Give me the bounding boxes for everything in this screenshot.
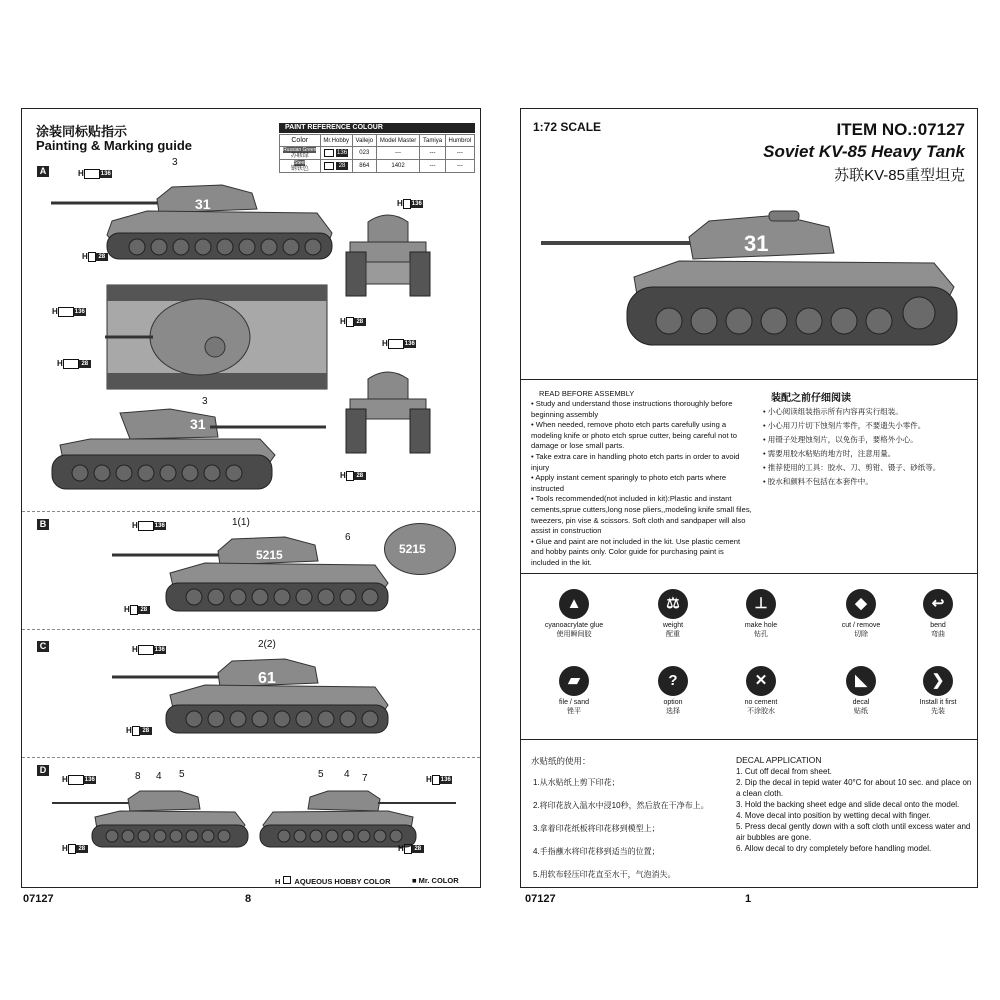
color-code: 136 [337,150,348,156]
list-item: • 推荐使用的工具：胶水、刀、剪钳、镊子、砂纸等。 [763,463,941,472]
list-item: • 小心用刀片切下蚀刻片零件，不要遗失小零件。 [763,421,926,430]
color-callout: H 136 [62,775,95,785]
decal-steps-en [736,766,972,854]
list-item: • Study and understand those instructions thoroughly before beginning assembly [531,399,733,419]
section-divider [22,757,480,758]
callout-number: 3 [202,396,208,407]
footer-item-number: 07127 [23,893,54,905]
list-item: • 需要用胶水粘贴的地方时，注意用量。 [763,449,896,458]
scale-label: 1:72 SCALE [533,120,602,134]
product-title-cn: 苏联KV-85重型坦克 [834,167,965,184]
table-row [280,160,475,173]
section-label-b: B [37,519,49,530]
list-item: 5. Press decal gently down with a soft cloth until excess water and air bubbles are gone. [736,822,971,842]
list-item: 3. Hold the backing sheet edge and slide decal onto the model. [736,800,960,809]
tank-side-view-d-right [50,785,250,851]
section-divider [521,573,977,574]
table-cell: --- [376,147,420,160]
color-name-cn: 钢铁色 [290,166,309,172]
tank-front-view [342,204,434,304]
list-item: • Tools recommended(not included in kit):Plastic and instant cements,sprue cutters,long nose pliers,,modeling knife small files, tweezers, pin vise & scissors. Soft cloth and sandpaper will also assist in construction [531,494,752,536]
tank-number-marking: 61 [258,670,276,687]
paint-legend-aqueous: H AQUEOUS HOBBY COLOR [275,877,391,886]
icon-label: bend 弯曲 [930,622,946,638]
list-item: • 小心阅读组装指示所有内容再实行组装。 [763,407,903,416]
inset-number: 5215 [399,542,426,556]
color-callout: H 136 [132,645,165,655]
footer-item-number: 07127 [525,893,556,905]
no-cement-icon: ✕ [746,666,776,696]
section-divider [22,511,480,512]
color-callout: H 136 [52,307,85,317]
list-item: • 用镊子处理蚀刻片，以免伤手，要格外小心。 [763,435,918,444]
paint-reference-header: PAINT REFERENCE COLOUR [279,123,475,133]
column-header: Color [280,135,321,147]
item-number: ITEM NO.:07127 [836,120,965,139]
color-callout: H 136 [426,775,451,785]
callout-number: 7 [362,773,368,784]
color-callout: H 136 [78,169,111,179]
decal-title-cn: 水贴纸的使用： [531,756,591,766]
icon-label: decal 贴纸 [852,699,870,715]
tank-number-marking: 31 [190,416,206,432]
guide-title-cn: 涂装同标贴指示 [36,124,128,139]
list-item: 5.用软布轻压印花直至水干，气泡消失。 [533,870,676,879]
tank-number-marking: 31 [744,231,769,256]
callout-number: 4 [156,771,162,782]
list-item: 2.将印花放入温水中浸10秒，然后放在干净布上。 [533,801,709,810]
table-cell: --- [420,147,445,160]
decal-icon: ◣ [846,666,876,696]
table-cell: --- [420,160,445,173]
list-item: 4.手指蘸水将印花移到适当的位置； [533,847,660,856]
column-header: Vallejo [352,135,376,147]
decal-steps-cn [533,771,733,886]
read-title-cn: 装配之前仔细阅读 [771,393,851,404]
marking-detail-inset [384,523,456,575]
list-item: 1.从水贴纸上剪下印花； [533,778,620,787]
tank-side-view-b [110,529,390,617]
tank-side-view-d-left [258,785,458,851]
paint-reference-table [279,134,475,173]
paint-legend-mr-color: ■ Mr. COLOR [412,876,459,885]
list-item: 2. Dip the decal in tepid water 40°C for about 10 sec. and place on a clean cloth. [736,778,972,798]
color-callout: H 136 [397,199,422,209]
tank-side-view-a-left [50,401,330,501]
table-cell: 1402 [376,160,420,173]
icon-label: make hole 钻孔 [744,622,778,638]
tank-side-view-c [110,649,390,739]
list-item: 3.拿着印花纸板将印花移到模型上； [533,824,660,833]
icon-label: no cement 不涂胶水 [744,699,778,715]
tank-side-view-a [47,175,337,271]
column-header: Model Master [376,135,420,147]
icon-label: Install it first 先装 [919,699,957,715]
table-cell: 023 [352,147,376,160]
make-hole-icon: ⊥ [746,589,776,619]
weight-icon: ⚖ [658,589,688,619]
list-item: • Apply instant cement sparingly to photo etch parts where instructed [531,473,727,493]
option-icon: ? [658,666,688,696]
color-callout: H 28 [340,471,366,481]
color-name-en: Steel [294,160,306,166]
section-divider [22,629,480,630]
icon-label: option 选择 [663,699,683,715]
color-callout: H 28 [57,359,91,369]
left-page [21,108,481,888]
list-item: • 胶水和颜料不包括在本套件中。 [763,477,873,486]
page-number: 8 [245,893,252,905]
tank-rear-view [342,359,434,459]
table-row [280,147,475,160]
section-label-a: A [37,166,49,177]
right-page [520,108,978,888]
color-code: 28 [336,162,348,170]
callout-number: 3 [172,157,178,168]
read-list-cn [763,405,971,489]
list-item: 4. Move decal into position by wetting decal with finger. [736,811,931,820]
guide-title-en: Painting & Marking guide [36,138,193,153]
table-cell: 864 [352,160,376,173]
icon-label: weight 配重 [662,622,684,638]
read-list-en [531,399,753,569]
icon-label: cyanoacrylate glue 使用瞬间胶 [544,622,604,638]
column-header: Tamiya [420,135,445,147]
list-item: 6. Allow decal to dry completely before handling model. [736,844,932,853]
page-number: 1 [745,893,752,905]
tank-number-marking: 5215 [256,548,283,562]
color-callout: H 136 [382,339,415,349]
color-callout: H 136 [132,521,165,531]
tank-hero-image [539,203,964,363]
callout-number: 5 [179,769,185,780]
color-callout: H 28 [82,252,108,262]
color-callout: H 28 [398,844,424,854]
column-header: Humbrol [445,135,474,147]
color-name-en: Russian Green [283,147,317,153]
callout-number: 8 [135,771,141,782]
product-title-en: Soviet KV-85 Heavy Tank [763,142,965,161]
color-callout: H 28 [126,726,152,736]
read-title-en: READ BEFORE ASSEMBLY [539,389,635,398]
icon-label: file / sand 锉平 [559,699,589,715]
callout-number: 6 [345,532,351,543]
callout-number: 2(2) [258,639,276,650]
color-callout: H 28 [340,317,366,327]
callout-number: 4 [344,769,350,780]
table-cell: --- [445,160,474,173]
section-label-d: D [37,765,49,776]
list-item: • Take extra care in handling photo etch parts in order to avoid injury [531,451,740,472]
table-cell: --- [445,147,474,160]
color-name-cn: 苏联绿 [290,153,309,159]
color-callout: H 28 [124,605,150,615]
callout-number: 5 [318,769,324,780]
section-divider [521,379,977,380]
callout-number: 1(1) [232,517,250,528]
color-callout: H 28 [62,844,88,854]
list-item: • Glue and paint are not included in the kit. Use plastic cement and hobby paints only. Color guide for purchasing paint is included in the kit. [531,536,741,567]
tank-top-view [105,283,330,393]
icon-label: cut / remove 切除 [841,622,881,638]
section-label-c: C [37,641,49,652]
file-sand-icon: ▰ [559,666,589,696]
column-header: Mr.Hobby [320,135,352,147]
cyanoacrylate-glue-icon: ▲ [559,589,589,619]
cut-remove-icon: ◆ [846,589,876,619]
install-first-icon: ❯ [923,666,953,696]
decal-title-en: DECAL APPLICATION [736,755,822,765]
list-item: 1. Cut off decal from sheet. [736,767,832,776]
section-divider [521,739,977,740]
list-item: • When needed, remove photo etch parts carefully using a modeling knife or photo etch sprue cutter, being careful not to damage or lose small parts. [531,420,738,451]
bend-icon: ↩ [923,589,953,619]
tank-number-marking: 31 [195,196,211,212]
